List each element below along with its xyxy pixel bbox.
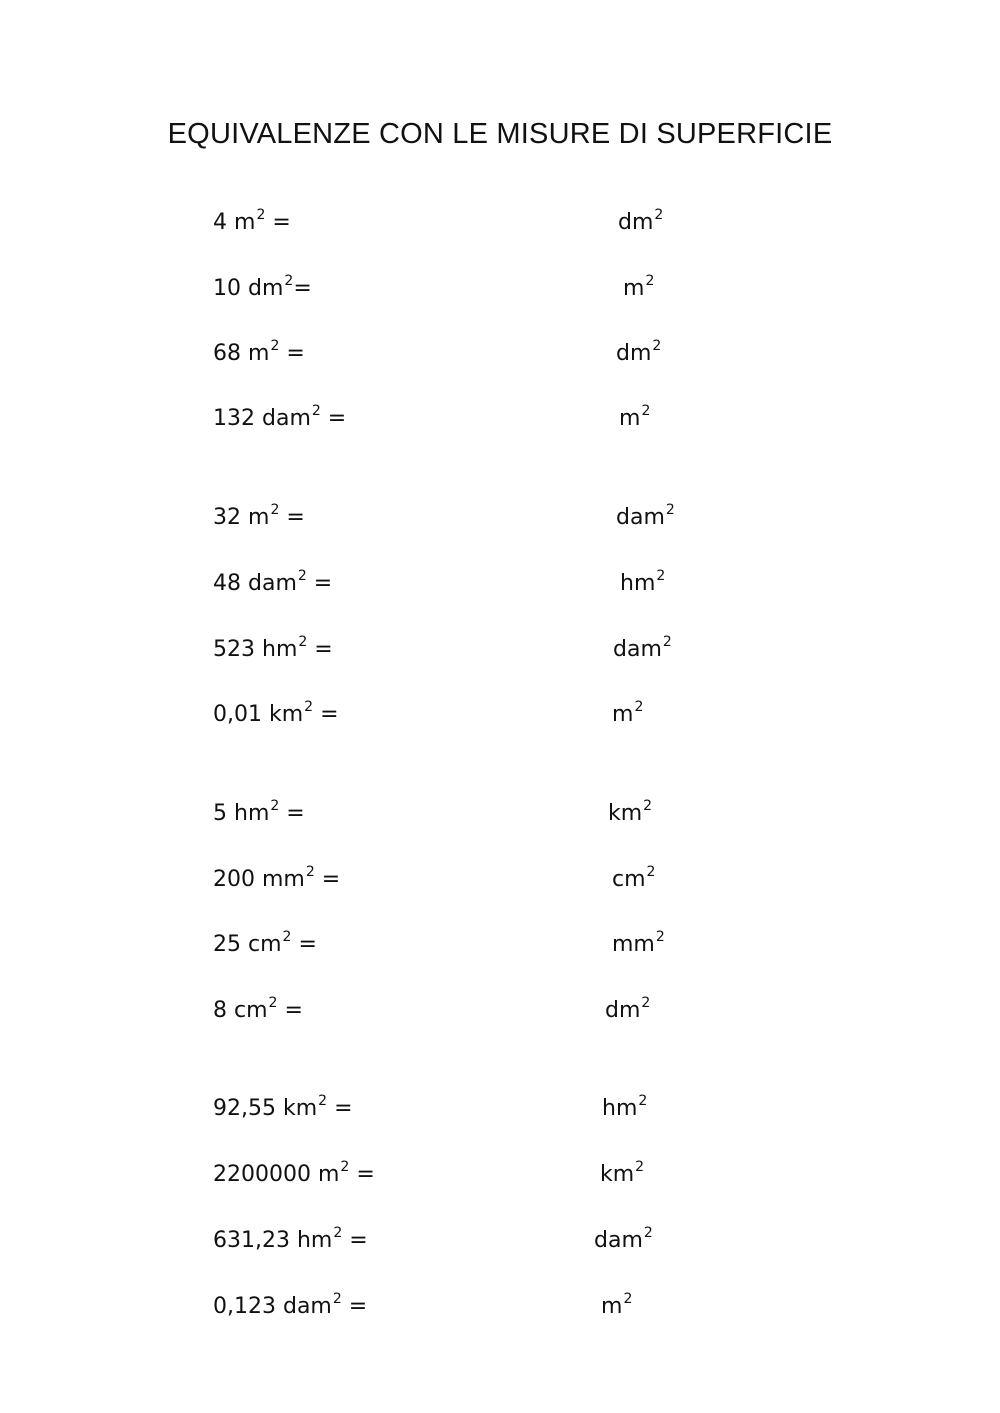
- exercise-to-exponent: 2: [656, 568, 666, 584]
- exercise-to-unit: dam: [616, 505, 665, 530]
- exercise-to-unit: m: [619, 406, 641, 431]
- exercise-target-unit: [605, 991, 650, 1031]
- exercise-from-unit: dam: [282, 1294, 332, 1319]
- exercise-row: [0, 860, 1000, 900]
- exercise-from-unit: dm: [248, 276, 284, 301]
- exercise-from-exponent: 2: [256, 207, 266, 223]
- exercise-from-exponent: 2: [311, 403, 321, 419]
- exercise-row: [0, 1287, 1000, 1327]
- exercise-target-unit: [601, 1287, 632, 1327]
- exercise-from-exponent: 2: [304, 699, 314, 715]
- exercise-quantity: 132: [213, 406, 255, 431]
- exercise-from-exponent: 2: [318, 1093, 328, 1109]
- exercise-row: [0, 203, 1000, 243]
- exercise-quantity: 68: [213, 341, 241, 366]
- exercise-to-exponent: 2: [638, 1093, 648, 1109]
- exercise-quantity: 523: [213, 637, 255, 662]
- answer-blank[interactable]: [400, 504, 596, 532]
- exercise-from-exponent: 2: [270, 502, 280, 518]
- exercise-to-unit: dm: [616, 341, 652, 366]
- exercise-to-unit: hm: [620, 571, 656, 596]
- exercise-to-unit: dam: [594, 1228, 643, 1253]
- exercise-row: [0, 1155, 1000, 1195]
- exercise-from-exponent: 2: [305, 864, 315, 880]
- exercise-from-exponent: 2: [270, 798, 280, 814]
- exercise-expression: [213, 1089, 353, 1129]
- exercise-to-exponent: 2: [654, 207, 664, 223]
- exercise-quantity: 5: [213, 801, 227, 826]
- answer-blank[interactable]: [400, 636, 593, 664]
- exercise-to-unit: dm: [618, 210, 654, 235]
- exercise-from-unit: m: [234, 210, 256, 235]
- equals-sign: =: [320, 406, 347, 431]
- exercise-quantity: 200: [213, 867, 255, 892]
- exercise-target-unit: [612, 925, 665, 965]
- exercise-to-unit: km: [608, 801, 643, 826]
- page-title: EQUIVALENZE CON LE MISURE DI SUPERFICIE: [167, 118, 833, 150]
- exercise-from-exponent: 2: [332, 1291, 342, 1307]
- exercise-from-unit: hm: [296, 1228, 333, 1253]
- exercise-from-unit: cm: [248, 932, 282, 957]
- equals-sign: =: [306, 571, 333, 596]
- exercise-target-unit: [613, 630, 672, 670]
- exercise-to-unit: dam: [613, 637, 662, 662]
- exercise-row: [0, 334, 1000, 374]
- exercise-expression: [213, 1221, 368, 1261]
- exercise-to-exponent: 2: [643, 798, 653, 814]
- equals-sign: =: [279, 801, 305, 826]
- answer-blank[interactable]: [400, 209, 598, 237]
- exercise-from-unit: m: [248, 505, 270, 530]
- exercise-quantity: 631,23: [213, 1228, 290, 1253]
- exercise-to-unit: m: [612, 702, 634, 727]
- exercise-expression: [213, 564, 332, 604]
- exercise-expression: [213, 334, 305, 374]
- exercise-expression: [213, 860, 340, 900]
- exercise-from-unit: hm: [234, 801, 270, 826]
- exercise-to-exponent: 2: [634, 699, 644, 715]
- exercise-expression: [213, 925, 317, 965]
- equals-sign: =: [342, 1228, 368, 1253]
- equals-sign: =: [341, 1294, 368, 1319]
- exercise-to-unit: cm: [612, 867, 646, 892]
- answer-blank[interactable]: [400, 931, 592, 959]
- exercise-from-exponent: 2: [340, 1159, 350, 1175]
- exercise-from-exponent: 2: [297, 568, 307, 584]
- equals-sign: =: [279, 505, 305, 530]
- exercise-quantity: 2200000: [213, 1162, 311, 1187]
- exercise-to-exponent: 2: [635, 1159, 645, 1175]
- exercise-expression: [213, 630, 333, 670]
- exercise-quantity: 8: [213, 998, 227, 1023]
- exercise-from-unit: m: [317, 1162, 340, 1187]
- exercise-to-unit: dm: [605, 998, 641, 1023]
- exercise-expression: [213, 269, 312, 309]
- equals-sign: =: [327, 1096, 353, 1121]
- exercise-expression: [213, 399, 346, 439]
- exercise-target-unit: [616, 334, 661, 374]
- exercise-expression: [213, 695, 339, 735]
- equals-sign: =: [291, 932, 317, 957]
- equals-sign: =: [349, 1162, 375, 1187]
- exercise-quantity: 0,01: [213, 702, 262, 727]
- exercise-row: [0, 925, 1000, 965]
- exercise-target-unit: [620, 564, 665, 604]
- exercise-expression: [213, 991, 303, 1031]
- exercise-quantity: 48: [213, 571, 241, 596]
- exercise-to-exponent: 2: [641, 995, 651, 1011]
- equals-sign: =: [265, 210, 291, 235]
- exercise-target-unit: [619, 399, 650, 439]
- exercise-target-unit: [616, 498, 675, 538]
- exercise-to-exponent: 2: [662, 634, 672, 650]
- exercise-from-unit: dam: [262, 406, 311, 431]
- exercise-from-exponent: 2: [282, 929, 292, 945]
- exercise-to-unit: hm: [602, 1096, 638, 1121]
- exercise-expression: [213, 1155, 375, 1195]
- exercise-target-unit: [608, 794, 652, 834]
- exercise-quantity: 25: [213, 932, 241, 957]
- exercise-to-exponent: 2: [643, 1225, 653, 1241]
- answer-blank[interactable]: [400, 1161, 580, 1189]
- equals-sign: =: [307, 637, 333, 662]
- exercise-to-exponent: 2: [652, 338, 662, 354]
- answer-blank[interactable]: [400, 405, 599, 433]
- exercise-quantity: 0,123: [213, 1294, 276, 1319]
- equals-sign: =: [314, 867, 341, 892]
- exercise-row: [0, 564, 1000, 604]
- exercise-row: [0, 269, 1000, 309]
- exercise-from-exponent: 2: [284, 273, 294, 289]
- exercise-row: [0, 1221, 1000, 1261]
- answer-blank[interactable]: [400, 275, 603, 303]
- answer-blank[interactable]: [400, 570, 600, 598]
- exercise-quantity: 10: [213, 276, 241, 301]
- equals-sign: =: [313, 702, 339, 727]
- exercise-from-exponent: 2: [270, 338, 280, 354]
- exercise-from-unit: m: [248, 341, 270, 366]
- exercise-from-unit: cm: [234, 998, 268, 1023]
- exercise-to-unit: mm: [612, 932, 655, 957]
- equals-sign: =: [277, 998, 303, 1023]
- exercise-target-unit: [612, 695, 643, 735]
- exercise-row: [0, 991, 1000, 1031]
- exercise-from-exponent: 2: [268, 995, 278, 1011]
- exercise-expression: [213, 498, 305, 538]
- answer-blank[interactable]: [400, 866, 592, 894]
- exercise-quantity: 4: [213, 210, 227, 235]
- answer-blank[interactable]: [400, 340, 596, 368]
- exercise-to-exponent: 2: [641, 403, 651, 419]
- exercise-row: [0, 630, 1000, 670]
- answer-blank[interactable]: [400, 1095, 582, 1123]
- exercise-from-unit: km: [268, 702, 304, 727]
- exercise-to-exponent: 2: [623, 1291, 633, 1307]
- exercise-target-unit: [623, 269, 654, 309]
- equals-sign: =: [293, 276, 312, 301]
- exercise-from-unit: mm: [262, 867, 305, 892]
- answer-blank[interactable]: [400, 701, 592, 729]
- answer-blank[interactable]: [400, 997, 585, 1025]
- exercise-row: [0, 498, 1000, 538]
- exercise-row: [0, 695, 1000, 735]
- answer-blank[interactable]: [400, 1227, 574, 1255]
- exercise-row: [0, 399, 1000, 439]
- answer-blank[interactable]: [400, 800, 588, 828]
- exercise-from-exponent: 2: [333, 1225, 343, 1241]
- exercise-to-exponent: 2: [665, 502, 675, 518]
- equals-sign: =: [279, 341, 305, 366]
- exercise-to-unit: km: [600, 1162, 635, 1187]
- exercise-expression: [213, 203, 291, 243]
- exercise-from-exponent: 2: [298, 634, 308, 650]
- exercise-to-exponent: 2: [645, 273, 655, 289]
- exercise-target-unit: [612, 860, 655, 900]
- exercise-row: [0, 1089, 1000, 1129]
- exercise-row: [0, 794, 1000, 834]
- exercise-to-unit: m: [601, 1294, 623, 1319]
- exercise-to-exponent: 2: [646, 864, 656, 880]
- exercise-to-exponent: 2: [655, 929, 665, 945]
- exercise-from-unit: dam: [248, 571, 297, 596]
- exercise-to-unit: m: [623, 276, 645, 301]
- exercise-target-unit: [602, 1089, 647, 1129]
- exercise-expression: [213, 1287, 367, 1327]
- exercise-target-unit: [618, 203, 663, 243]
- exercise-from-unit: km: [282, 1096, 318, 1121]
- exercise-from-unit: hm: [262, 637, 298, 662]
- exercise-quantity: 32: [213, 505, 241, 530]
- exercise-expression: [213, 794, 305, 834]
- exercise-target-unit: [600, 1155, 644, 1195]
- exercise-quantity: 92,55: [213, 1096, 276, 1121]
- exercise-target-unit: [594, 1221, 653, 1261]
- answer-blank[interactable]: [400, 1293, 581, 1321]
